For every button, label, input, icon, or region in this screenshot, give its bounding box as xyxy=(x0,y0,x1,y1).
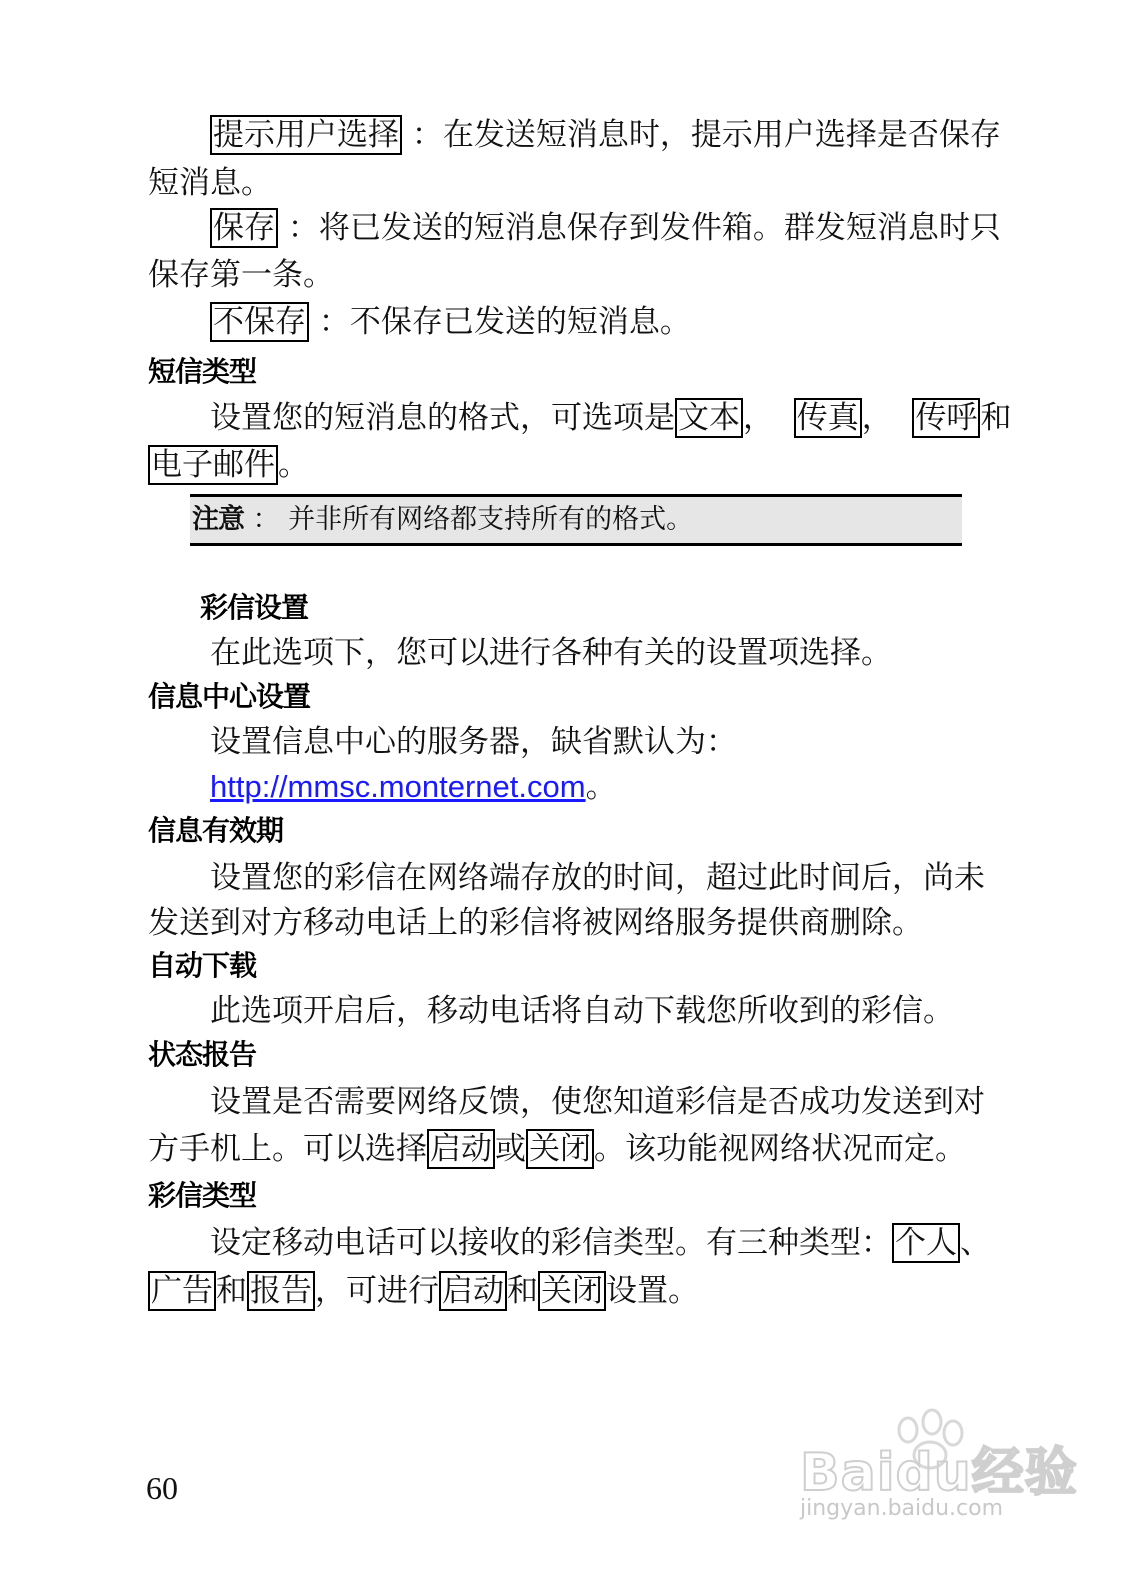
mms-type-opt-report: 报告 xyxy=(247,1271,315,1311)
center-url-end: 。 xyxy=(585,769,617,805)
note-text: 并非所有网络都支持所有的格式。 xyxy=(288,504,694,535)
mms-type-end: 设置。 xyxy=(606,1273,699,1309)
watermark-url: jingyan.baidu.com xyxy=(800,1496,1004,1521)
page-number: 60 xyxy=(146,1470,178,1506)
sms-type-opt-pager: 传呼 xyxy=(912,398,980,438)
mms-heading: 彩信设置 xyxy=(200,591,309,624)
sms-type-sep2: ， xyxy=(861,400,893,436)
sms-type-line xyxy=(210,395,1028,441)
prompt-option-sep: ： xyxy=(411,117,443,153)
validity-desc-cont: 发送到对方移动电话上的彩信将被网络服务提供商删除。 xyxy=(148,905,923,941)
prompt-option-line xyxy=(210,112,1028,158)
autodl-heading: 自动下载 xyxy=(148,949,257,982)
report-opt-off: 关闭 xyxy=(526,1129,594,1169)
sms-type-conj: 和 xyxy=(980,400,1012,436)
mms-type-mid: ，可进行 xyxy=(315,1273,439,1309)
mms-type-text: 设定移动电话可以接收的彩信类型。有三种类型： xyxy=(210,1225,892,1261)
save-option-sep: ： xyxy=(287,210,319,246)
prompt-option-desc: 在发送短消息时，提示用户选择是否保存 xyxy=(442,117,1001,153)
mms-type-heading: 彩信类型 xyxy=(148,1179,257,1212)
mms-type-conj2: 和 xyxy=(507,1273,538,1309)
mms-type-conj1: 和 xyxy=(216,1273,247,1309)
center-desc: 设置信息中心的服务器，缺省默认为： xyxy=(210,724,737,760)
validity-heading: 信息有效期 xyxy=(148,814,284,847)
mms-intro: 在此选项下，您可以进行各种有关的设置项选择。 xyxy=(210,635,892,671)
sms-type-opt-email: 电子邮件 xyxy=(148,445,278,485)
center-url-line xyxy=(210,764,1028,810)
note-label: 注意 xyxy=(192,504,244,535)
sms-type-text: 设置您的短消息的格式，可选项是 xyxy=(210,400,675,436)
autodl-desc: 此选项开启后，移动电话将自动下载您所收到的彩信。 xyxy=(210,993,954,1029)
mms-type-line2 xyxy=(148,1268,1028,1314)
mms-type-opt-on: 启动 xyxy=(439,1271,507,1311)
nosave-option-desc: 不保存已发送的短消息。 xyxy=(349,304,691,340)
report-desc: 设置是否需要网络反馈，使您知道彩信是否成功发送到对 xyxy=(210,1084,985,1120)
mms-type-opt-off: 关闭 xyxy=(538,1271,606,1311)
mms-type-opt-personal: 个人 xyxy=(892,1223,960,1263)
report-conj: 或 xyxy=(495,1131,526,1167)
sms-type-end: 。 xyxy=(278,447,309,483)
prompt-option-desc-cont: 短消息。 xyxy=(148,165,272,201)
sms-type-line2 xyxy=(148,442,1028,488)
watermark-brand: Baidu经验 xyxy=(800,1443,1078,1503)
sms-type-sep1: ， xyxy=(743,400,774,436)
report-text-post: 。该功能视网络状况而定。 xyxy=(594,1131,966,1167)
note-box xyxy=(190,494,962,546)
center-url-link[interactable]: http://mmsc.monternet.com xyxy=(210,769,586,804)
center-heading: 信息中心设置 xyxy=(148,680,311,713)
prompt-option-term: 提示用户选择 xyxy=(210,115,402,155)
report-text: 方手机上。可以选择 xyxy=(148,1131,427,1167)
report-opt-on: 启动 xyxy=(427,1129,495,1169)
save-option-desc-cont: 保存第一条。 xyxy=(148,257,334,293)
nosave-option-term: 不保存 xyxy=(210,302,309,342)
nosave-option-line xyxy=(210,299,1028,345)
mms-type-opt-ad: 广告 xyxy=(148,1271,216,1311)
sms-type-opt-text: 文本 xyxy=(675,398,743,438)
note-sep: ： xyxy=(252,504,280,535)
save-option-line xyxy=(210,205,1028,251)
sms-type-opt-fax: 传真 xyxy=(794,398,862,438)
save-option-term: 保存 xyxy=(210,208,278,248)
validity-desc: 设置您的彩信在网络端存放的时间，超过此时间后，尚未 xyxy=(210,860,985,896)
report-heading: 状态报告 xyxy=(148,1038,257,1071)
save-option-desc: 将已发送的短消息保存到发件箱。群发短消息时只 xyxy=(318,210,1001,246)
nosave-option-sep: ： xyxy=(318,304,350,340)
sms-type-heading: 短信类型 xyxy=(148,355,257,388)
mms-type-line xyxy=(210,1220,1028,1266)
mms-type-sep: 、 xyxy=(960,1225,991,1261)
report-desc-cont xyxy=(148,1126,1028,1172)
